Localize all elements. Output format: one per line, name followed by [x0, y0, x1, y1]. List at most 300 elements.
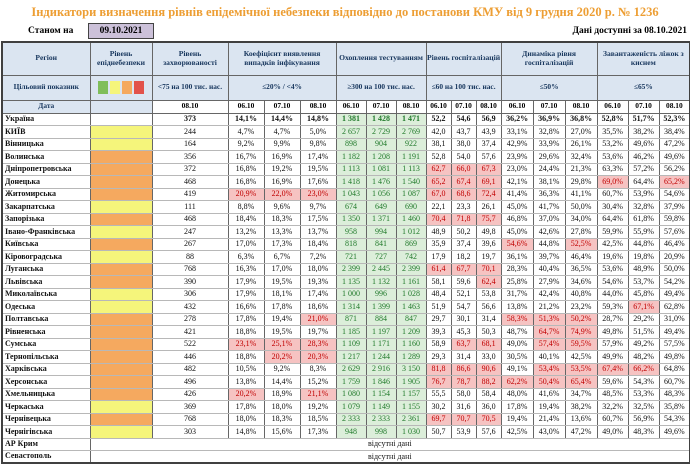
value-cell: 1 185: [336, 326, 366, 339]
region-cell: Тернопільська: [2, 351, 90, 364]
value-cell: 10,5%: [228, 363, 264, 376]
value-cell: 53,6%: [597, 151, 628, 164]
value-cell: 62,4: [476, 276, 501, 289]
value-cell: 34,7%: [565, 388, 597, 401]
value-cell: 18,8%: [228, 326, 264, 339]
value-cell: 65,4%: [565, 376, 597, 389]
epidemic-level-cell: [90, 301, 152, 314]
value-cell: 22,0%: [264, 188, 300, 201]
value-cell: 768: [152, 263, 228, 276]
value-cell: 18,3%: [264, 213, 300, 226]
value-cell: 67,1%: [628, 301, 659, 314]
value-cell: 9,2%: [228, 138, 264, 151]
value-cell: 59,6%: [597, 376, 628, 389]
value-cell: 45,0%: [501, 201, 533, 214]
value-cell: 17,4%: [300, 151, 336, 164]
value-cell: 58,1: [426, 276, 451, 289]
value-cell: 267: [152, 238, 228, 251]
value-cell: 20,3%: [300, 351, 336, 364]
value-cell: 42,6%: [533, 226, 565, 239]
value-cell: 17,3%: [264, 238, 300, 251]
value-cell: 51,3%: [533, 313, 565, 326]
value-cell: 19,4%: [501, 413, 533, 426]
value-cell: 42,5%: [597, 238, 628, 251]
date-cell: 07.10: [628, 100, 659, 113]
value-cell: 1 056: [366, 188, 396, 201]
epidemic-level-cell: [90, 238, 152, 251]
epidemic-level-cell: [90, 363, 152, 376]
value-cell: 49,4%: [659, 288, 690, 301]
epidemic-level-cell: [90, 188, 152, 201]
value-cell: 60,7%: [597, 413, 628, 426]
value-cell: 53,8: [476, 288, 501, 301]
table-row: [2, 426, 690, 439]
value-cell: 64,7%: [533, 326, 565, 339]
epidemic-level-cell: [90, 251, 152, 264]
region-cell: Чернігівська: [2, 426, 90, 439]
value-cell: 18,2: [451, 251, 476, 264]
date-cell: 07.10: [366, 100, 396, 113]
value-cell: 818: [336, 238, 366, 251]
region-cell: Львівська: [2, 276, 90, 289]
value-cell: 50,0%: [565, 201, 597, 214]
value-cell: 14,1%: [228, 113, 264, 126]
region-cell: Чернівецька: [2, 413, 90, 426]
value-cell: 42,4%: [533, 288, 565, 301]
value-cell: 48,3%: [659, 388, 690, 401]
value-cell: 38,2%: [565, 401, 597, 414]
value-cell: 1 399: [366, 301, 396, 314]
value-cell: 20,9%: [659, 251, 690, 264]
value-cell: 38,0: [451, 138, 476, 151]
value-cell: 46,4%: [565, 251, 597, 264]
value-cell: 62,8%: [659, 301, 690, 314]
region-header: Регіон: [2, 42, 90, 75]
legend-square-yellow: [110, 81, 120, 94]
epidemic-level-cell: [90, 163, 152, 176]
value-cell: 29,2%: [628, 313, 659, 326]
value-cell: 30,1: [451, 313, 476, 326]
table-row: [2, 376, 690, 389]
epidemic-level-cell: [90, 263, 152, 276]
value-cell: 39,7%: [533, 251, 565, 264]
value-cell: 35,5%: [597, 126, 628, 139]
epidemic-level-cell: [90, 113, 152, 126]
value-cell: 496: [152, 376, 228, 389]
value-cell: 28,7%: [597, 313, 628, 326]
value-cell: 21,2%: [533, 301, 565, 314]
value-cell: 9,7%: [300, 201, 336, 214]
value-cell: 54,6%: [501, 238, 533, 251]
value-cell: 47,2%: [659, 138, 690, 151]
value-cell: 482: [152, 363, 228, 376]
table-row: [2, 351, 690, 364]
value-cell: 48,9%: [628, 263, 659, 276]
value-cell: 373: [152, 113, 228, 126]
value-cell: 62,7: [426, 163, 451, 176]
value-cell: 1 350: [336, 213, 366, 226]
value-cell: 17,0%: [228, 238, 264, 251]
value-cell: 53,2%: [597, 138, 628, 151]
value-cell: 36,0: [476, 401, 501, 414]
value-cell: 18,0%: [228, 413, 264, 426]
value-cell: 17,9%: [228, 288, 264, 301]
table-row: [2, 363, 690, 376]
target-detection: ≤20% / <4%: [228, 75, 336, 100]
available-label: Дані доступні за: [572, 26, 642, 36]
region-cell: Житомирська: [2, 188, 90, 201]
legend-square-green: [98, 81, 108, 94]
value-cell: 56,2%: [659, 163, 690, 176]
value-cell: 1 113: [336, 163, 366, 176]
date-cell: 08.10: [300, 100, 336, 113]
table-row: [2, 338, 690, 351]
value-cell: 2 769: [396, 126, 426, 139]
value-cell: 26,1: [476, 201, 501, 214]
region-cell: Кіровоградська: [2, 251, 90, 264]
table-row: [2, 451, 690, 464]
value-cell: 31,0%: [659, 313, 690, 326]
value-cell: 432: [152, 301, 228, 314]
region-cell: Севастополь: [2, 451, 90, 464]
value-cell: 42,5%: [501, 426, 533, 439]
date-cell: 08.10: [152, 100, 228, 113]
value-cell: 61,8%: [628, 213, 659, 226]
region-cell: Хмельницька: [2, 388, 90, 401]
table-row: [2, 176, 690, 189]
value-cell: 871: [336, 313, 366, 326]
value-cell: 67,7: [451, 263, 476, 276]
table-row: [2, 188, 690, 201]
value-cell: 70,4: [426, 213, 451, 226]
value-cell: 34,6%: [565, 276, 597, 289]
region-cell: Запорізька: [2, 213, 90, 226]
value-cell: 41,7%: [533, 201, 565, 214]
value-cell: 1 476: [366, 176, 396, 189]
value-cell: 17,9: [426, 251, 451, 264]
value-cell: 86,6: [451, 363, 476, 376]
value-cell: 16,3%: [228, 263, 264, 276]
value-cell: 30,2: [426, 401, 451, 414]
value-cell: 52,3%: [659, 113, 690, 126]
value-cell: 58,9: [426, 338, 451, 351]
value-cell: 53,9: [451, 426, 476, 439]
group-epidemic-level: Рівень епіднебезпеки: [90, 42, 152, 75]
value-cell: 1 160: [396, 338, 426, 351]
value-cell: 5,0%: [300, 126, 336, 139]
value-cell: 768: [152, 413, 228, 426]
value-cell: 948: [336, 426, 366, 439]
value-cell: 36,9%: [533, 113, 565, 126]
value-cell: 19,7: [476, 251, 501, 264]
value-cell: 1 030: [396, 426, 426, 439]
value-cell: 53,5%: [565, 363, 597, 376]
value-cell: 49,8: [476, 226, 501, 239]
value-cell: 1 000: [336, 288, 366, 301]
epidemic-level-cell: [90, 351, 152, 364]
value-cell: 44,8%: [533, 238, 565, 251]
value-cell: 52,8%: [597, 113, 628, 126]
value-cell: 49,9%: [597, 351, 628, 364]
value-cell: 1 132: [366, 276, 396, 289]
value-cell: 48,3%: [628, 426, 659, 439]
value-cell: 18,4%: [228, 213, 264, 226]
value-cell: 40,1%: [533, 351, 565, 364]
value-cell: 16,8%: [228, 176, 264, 189]
value-cell: 2 399: [396, 263, 426, 276]
epidemic-level-cell: [90, 288, 152, 301]
value-cell: 22,1: [426, 201, 451, 214]
date-cell: 06.10: [426, 100, 451, 113]
table-row: [2, 226, 690, 239]
value-cell: 1 905: [396, 376, 426, 389]
value-cell: 468: [152, 213, 228, 226]
epidemic-level-cell: [90, 138, 152, 151]
value-cell: 57,6: [476, 426, 501, 439]
value-cell: 996: [366, 288, 396, 301]
value-cell: 1 197: [366, 326, 396, 339]
value-cell: 29,8%: [565, 176, 597, 189]
value-cell: 49,0%: [501, 338, 533, 351]
value-cell: 3 150: [396, 363, 426, 376]
value-cell: 50,3: [476, 326, 501, 339]
value-cell: 40,8%: [565, 288, 597, 301]
date-cell: 08.10: [396, 100, 426, 113]
value-cell: 59,5%: [565, 338, 597, 351]
date-cell: 07.10: [533, 100, 565, 113]
value-cell: 49,4%: [659, 326, 690, 339]
value-cell: 45,8%: [628, 288, 659, 301]
table-row: [2, 113, 690, 126]
value-cell: 32,2%: [597, 401, 628, 414]
value-cell: 13,2%: [228, 226, 264, 239]
value-cell: 39,3: [426, 326, 451, 339]
value-cell: 56,6: [476, 301, 501, 314]
epidemic-level-cell: [90, 401, 152, 414]
value-cell: 19,8%: [628, 251, 659, 264]
value-cell: 28,3%: [300, 338, 336, 351]
value-cell: 17,3%: [300, 426, 336, 439]
value-cell: 61,4: [426, 263, 451, 276]
value-cell: 23,9%: [501, 151, 533, 164]
epidemic-level-cell: [90, 376, 152, 389]
value-cell: 1 428: [366, 113, 396, 126]
value-cell: 1 171: [366, 338, 396, 351]
value-cell: 721: [336, 251, 366, 264]
value-cell: 67,4%: [597, 363, 628, 376]
value-cell: 13,8%: [501, 301, 533, 314]
value-cell: 37,4: [451, 238, 476, 251]
value-cell: 48,4: [426, 288, 451, 301]
value-cell: 36,1%: [501, 251, 533, 264]
value-cell: 32,8%: [533, 126, 565, 139]
value-cell: 58,0: [451, 388, 476, 401]
region-cell: Дніпропетровська: [2, 163, 90, 176]
value-cell: 2 629: [336, 363, 366, 376]
value-cell: 306: [152, 288, 228, 301]
value-cell: 14,8%: [300, 113, 336, 126]
value-cell: 25,1%: [264, 338, 300, 351]
value-cell: 54,3%: [659, 413, 690, 426]
date-cell: 07.10: [451, 100, 476, 113]
value-cell: 19,5%: [264, 326, 300, 339]
value-cell: 31,4: [476, 313, 501, 326]
value-cell: 60,7%: [659, 376, 690, 389]
value-cell: 29,6%: [533, 151, 565, 164]
value-cell: 36,3%: [533, 188, 565, 201]
value-cell: 49,8%: [597, 326, 628, 339]
target-row-label: Цільовий показник: [2, 75, 90, 100]
table-body: [2, 113, 690, 463]
value-cell: 28,3%: [501, 263, 533, 276]
value-cell: 15,6%: [264, 426, 300, 439]
value-cell: 21,4%: [533, 413, 565, 426]
target-hospitalization: ≤60 на 100 тис. нас.: [426, 75, 501, 100]
table-row: [2, 438, 690, 451]
value-cell: 1 371: [366, 213, 396, 226]
value-cell: 16,9%: [264, 151, 300, 164]
table-row: [2, 326, 690, 339]
value-cell: 52,1: [451, 288, 476, 301]
value-cell: 1 191: [396, 151, 426, 164]
date-empty-cell: [90, 100, 152, 113]
value-cell: 884: [366, 313, 396, 326]
epidemic-level-cell: [90, 413, 152, 426]
group-hospitalization-dynamics: Динаміка рівня госпіталізацій: [501, 42, 597, 75]
value-cell: 44,8%: [628, 238, 659, 251]
value-cell: 111: [152, 201, 228, 214]
value-cell: 278: [152, 313, 228, 326]
value-cell: 18,0%: [300, 263, 336, 276]
date-cell: 06.10: [501, 100, 533, 113]
value-cell: 16,6%: [228, 301, 264, 314]
table-row: [2, 163, 690, 176]
region-cell: Миколаївська: [2, 288, 90, 301]
value-cell: 64,8%: [659, 363, 690, 376]
value-cell: 58,3%: [501, 313, 533, 326]
value-cell: 75,7: [476, 213, 501, 226]
value-cell: 19,7%: [300, 326, 336, 339]
value-cell: 522: [152, 338, 228, 351]
value-cell: 1 540: [396, 176, 426, 189]
value-cell: 23,0%: [501, 163, 533, 176]
value-cell: 17,8%: [228, 401, 264, 414]
value-cell: 19,5%: [264, 276, 300, 289]
value-cell: 23,3: [451, 201, 476, 214]
epidemic-level-cell: [90, 338, 152, 351]
region-cell: Волинська: [2, 151, 90, 164]
table-row: [2, 238, 690, 251]
value-cell: 1 759: [336, 376, 366, 389]
value-cell: 64,4%: [597, 213, 628, 226]
group-oxygen-beds: Завантаженість ліжок з киснем: [597, 42, 690, 75]
value-cell: 54,2%: [659, 276, 690, 289]
value-cell: 1 846: [366, 376, 396, 389]
value-cell: 14,4%: [264, 376, 300, 389]
region-cell: Харківська: [2, 363, 90, 376]
value-cell: 1 080: [336, 388, 366, 401]
epidemic-level-cell: [90, 126, 152, 139]
value-cell: 869: [396, 238, 426, 251]
value-cell: 53,7%: [628, 276, 659, 289]
region-cell: Донецька: [2, 176, 90, 189]
value-cell: 9,6%: [264, 201, 300, 214]
value-cell: 44,0%: [597, 288, 628, 301]
group-testing: Охоплення тестуванням: [336, 42, 426, 75]
value-cell: 39,6: [476, 238, 501, 251]
date-cell: 07.10: [264, 100, 300, 113]
value-cell: 421: [152, 326, 228, 339]
date-cell: 06.10: [597, 100, 628, 113]
value-cell: 17,8%: [228, 313, 264, 326]
value-cell: 21,3%: [565, 163, 597, 176]
value-cell: 41,6%: [533, 388, 565, 401]
value-cell: 33,9%: [533, 138, 565, 151]
value-cell: 8,3%: [300, 363, 336, 376]
value-cell: 50,0%: [659, 263, 690, 276]
value-cell: 36,8%: [565, 113, 597, 126]
table-row: [2, 276, 690, 289]
value-cell: 19,4%: [533, 401, 565, 414]
value-cell: 18,4%: [300, 238, 336, 251]
value-cell: 53,9%: [628, 188, 659, 201]
epidemic-level-legend: [91, 81, 152, 94]
value-cell: 56,9: [476, 113, 501, 126]
value-cell: 57,6: [476, 151, 501, 164]
value-cell: 69,0%: [597, 176, 628, 189]
value-cell: 390: [152, 276, 228, 289]
value-cell: 1 208: [366, 151, 396, 164]
no-data-cell: відсутні дані: [90, 451, 690, 464]
value-cell: 23,0%: [300, 188, 336, 201]
value-cell: 1 113: [396, 163, 426, 176]
value-cell: 18,8%: [228, 351, 264, 364]
value-cell: 13,3%: [264, 226, 300, 239]
target-dynamics: ≤50%: [501, 75, 597, 100]
value-cell: 45,0%: [501, 226, 533, 239]
epidemic-level-cell: [90, 388, 152, 401]
epidemic-level-cell: [90, 226, 152, 239]
value-cell: 59,8%: [659, 213, 690, 226]
value-cell: 994: [366, 226, 396, 239]
value-cell: 48,2%: [628, 351, 659, 364]
region-cell: КИЇВ: [2, 126, 90, 139]
value-cell: 18,9%: [264, 388, 300, 401]
value-cell: 42,0: [426, 126, 451, 139]
indicators-table: [1, 41, 690, 464]
value-cell: 68,1: [476, 338, 501, 351]
value-cell: 372: [152, 163, 228, 176]
value-cell: 51,7%: [628, 113, 659, 126]
value-cell: 998: [366, 426, 396, 439]
value-cell: 18,5%: [300, 413, 336, 426]
value-cell: 1 463: [396, 301, 426, 314]
value-cell: 14,4%: [264, 113, 300, 126]
value-cell: 23,2%: [565, 301, 597, 314]
value-cell: 446: [152, 351, 228, 364]
value-cell: 26,1%: [565, 138, 597, 151]
as-of-date-box: 09.10.2021: [88, 23, 154, 39]
available-date: 08.10.2021: [644, 26, 687, 36]
region-cell: Вінницька: [2, 138, 90, 151]
value-cell: 65,2: [426, 176, 451, 189]
value-cell: 49,6%: [659, 151, 690, 164]
table-row: [2, 151, 690, 164]
value-cell: 19,2%: [300, 401, 336, 414]
value-cell: 46,2%: [628, 151, 659, 164]
value-cell: 54,3%: [628, 376, 659, 389]
value-cell: 53,6%: [597, 263, 628, 276]
